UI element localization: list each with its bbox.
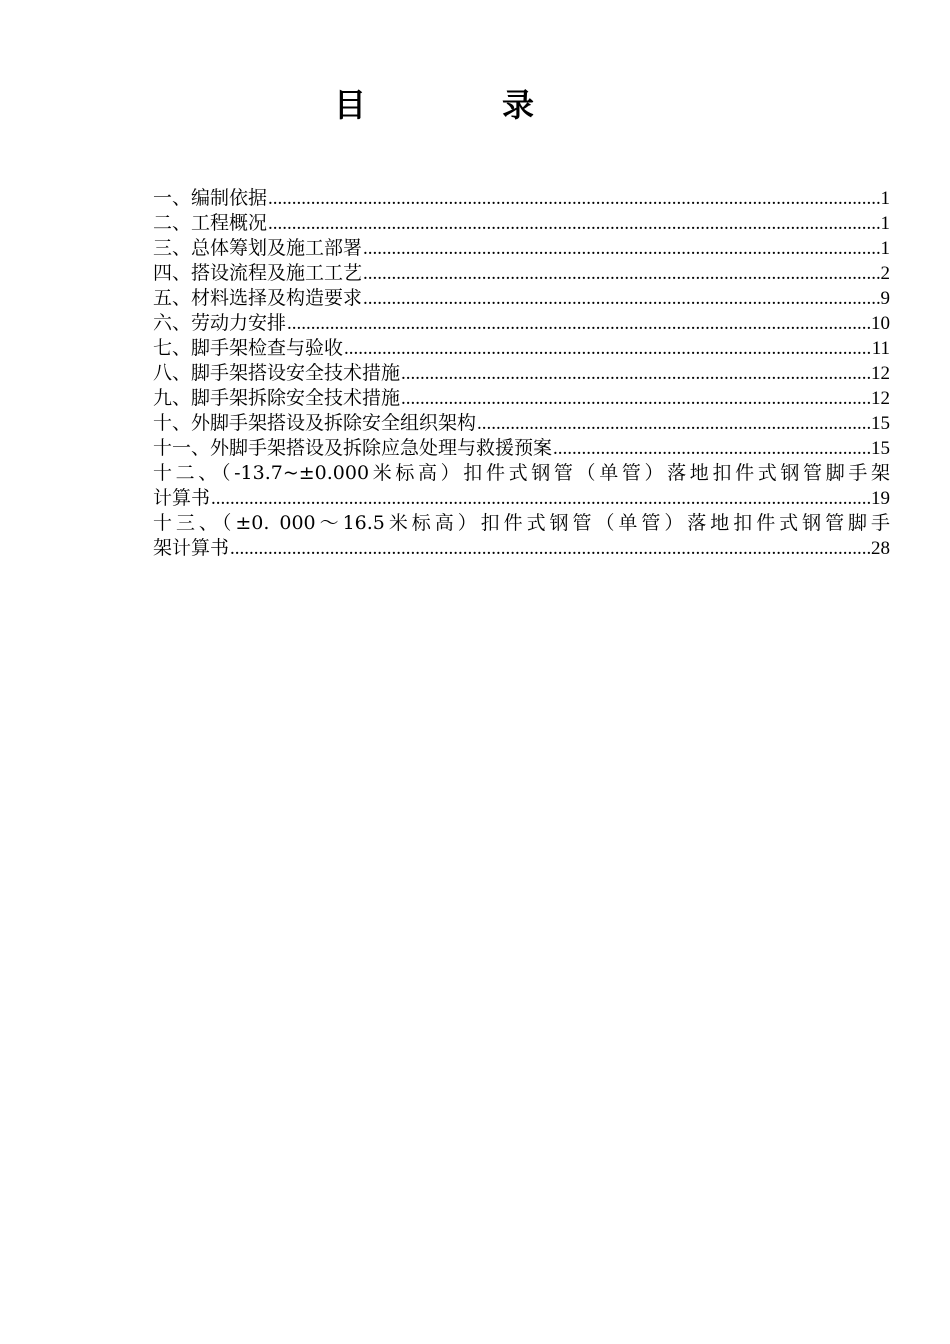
toc-label: 二、工程概况 [153, 212, 268, 234]
toc-label: 六、劳动力安排 [153, 312, 287, 334]
dot-leader [287, 311, 870, 336]
toc-page-number: 19 [871, 488, 890, 509]
dot-leader [211, 486, 870, 511]
toc-entry-13[interactable] [153, 511, 890, 561]
toc-label: 九、脚手架拆除安全技术措施 [153, 387, 401, 409]
dot-leader [401, 386, 870, 411]
toc-label: 十一、外脚手架搭设及拆除应急处理与救援预案 [153, 437, 553, 459]
toc-page-number: 10 [871, 313, 890, 334]
dot-leader [401, 361, 870, 386]
toc-page-number: 1 [880, 238, 890, 259]
dot-leader [363, 261, 879, 286]
toc-page-number: 1 [880, 188, 890, 209]
table-of-contents [153, 186, 890, 561]
toc-label: 架计算书 [153, 537, 230, 559]
toc-page-number: 28 [871, 538, 890, 559]
toc-entry-4[interactable] [153, 261, 890, 286]
toc-label: 四、搭设流程及施工工艺 [153, 262, 363, 284]
toc-page-number: 12 [871, 363, 890, 384]
toc-entry-10[interactable] [153, 411, 890, 436]
toc-page-number: 2 [880, 263, 890, 284]
dot-leader [363, 236, 879, 261]
toc-page-number: 1 [880, 213, 890, 234]
toc-page-number: 12 [871, 388, 890, 409]
toc-entry-5[interactable] [153, 286, 890, 311]
toc-entry-7[interactable] [153, 336, 890, 361]
toc-page-number: 15 [871, 438, 890, 459]
toc-label: 七、脚手架检查与验收 [153, 337, 344, 359]
dot-leader [268, 186, 879, 211]
page-title: 目 录 [333, 86, 586, 124]
toc-label-line-1: 十三、（±0. 000～16.5米标高）扣件式钢管（单管）落地扣件式钢管脚手 [153, 512, 890, 534]
toc-label: 五、材料选择及构造要求 [153, 287, 363, 309]
toc-label-line-1: 十二、（-13.7~±0.000米标高）扣件式钢管（单管）落地扣件式钢管脚手架 [153, 462, 890, 484]
dot-leader [344, 336, 871, 361]
toc-label: 三、总体筹划及施工部署 [153, 237, 363, 259]
toc-entry-12[interactable] [153, 461, 890, 511]
toc-label: 一、编制依据 [153, 187, 268, 209]
toc-entry-1[interactable] [153, 186, 890, 211]
dot-leader [477, 411, 870, 436]
toc-entry-6[interactable] [153, 311, 890, 336]
toc-entry-11[interactable] [153, 436, 890, 461]
dot-leader [230, 536, 870, 561]
dot-leader [268, 211, 879, 236]
dot-leader [363, 286, 879, 311]
toc-page-number: 11 [871, 338, 890, 359]
dot-leader [553, 436, 870, 461]
toc-label: 八、脚手架搭设安全技术措施 [153, 362, 401, 384]
toc-entry-9[interactable] [153, 386, 890, 411]
toc-entry-8[interactable] [153, 361, 890, 386]
toc-label: 计算书 [153, 487, 211, 509]
toc-page-number: 15 [871, 413, 890, 434]
toc-page-number: 9 [880, 288, 890, 309]
toc-label: 十、外脚手架搭设及拆除安全组织架构 [153, 412, 477, 434]
toc-entry-2[interactable] [153, 211, 890, 236]
toc-entry-3[interactable] [153, 236, 890, 261]
